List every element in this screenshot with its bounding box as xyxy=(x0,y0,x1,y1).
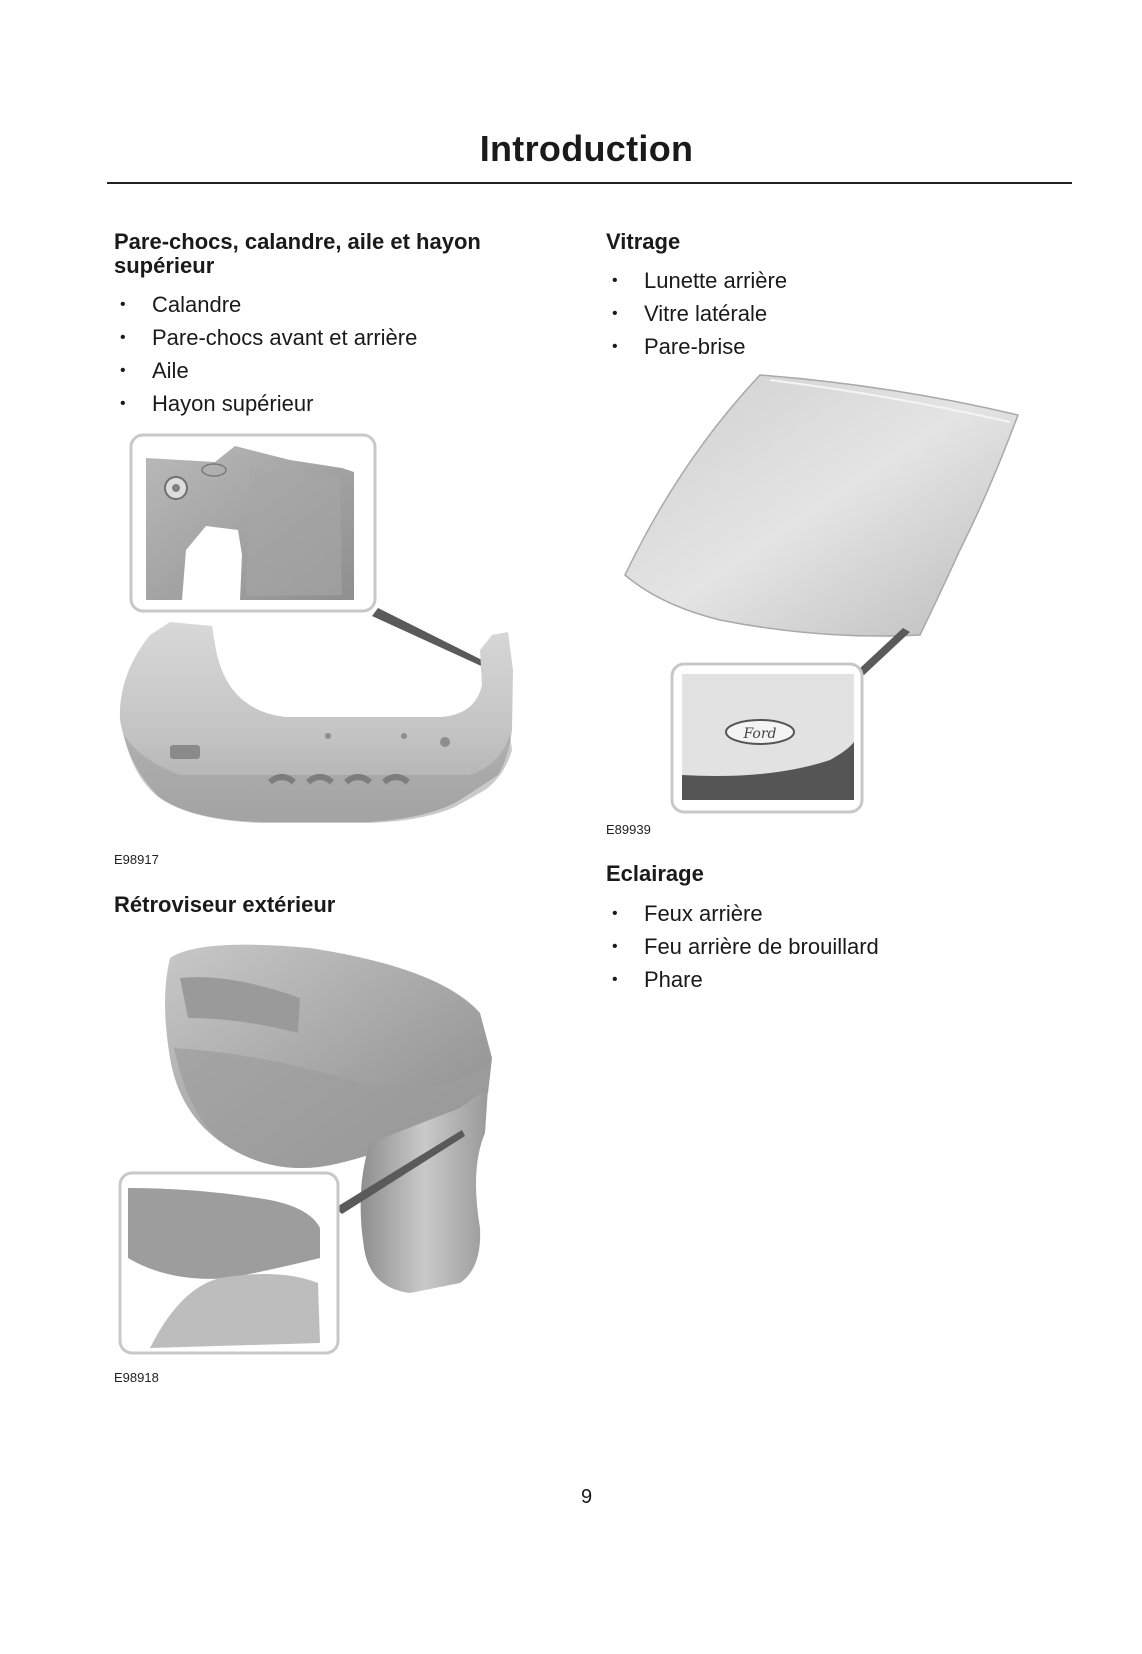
list-item: • Feux arrière xyxy=(606,897,879,930)
bullet-icon: • xyxy=(120,296,126,313)
bullet-icon: • xyxy=(612,272,618,289)
section-heading-bumper xyxy=(114,230,574,278)
glazing-list xyxy=(606,264,787,363)
windshield-illustration xyxy=(620,370,1030,820)
lighting-list xyxy=(606,897,879,996)
list-item: • Pare-brise xyxy=(606,330,787,363)
page-title: Introduction xyxy=(479,128,694,169)
bullet-icon: • xyxy=(120,329,126,346)
bullet-icon: • xyxy=(120,362,126,379)
list-item: • Feu arrière de brouillard xyxy=(606,930,879,963)
figure-code-glazing: E89939 xyxy=(606,822,651,837)
list-item: • Aile xyxy=(114,354,417,387)
section-heading-mirror: Rétroviseur extérieur xyxy=(114,892,336,917)
bullet-icon: • xyxy=(612,905,618,922)
list-item: • Pare-chocs avant et arrière xyxy=(114,321,417,354)
bullet-icon: • xyxy=(612,938,618,955)
ford-logo-text: Ford xyxy=(743,726,777,742)
list-item: • Hayon supérieur xyxy=(114,387,417,420)
list-item: • Vitre latérale xyxy=(606,297,787,330)
list-item: • Phare xyxy=(606,963,879,996)
list-item: • Calandre xyxy=(114,288,417,321)
heading-line-1: Pare-chocs, calandre, aile et hayon xyxy=(114,229,481,254)
figure-code-mirror: E98918 xyxy=(114,1370,159,1385)
figure-code-bumper: E98917 xyxy=(114,852,159,867)
list-item: • Lunette arrière xyxy=(606,264,787,297)
title-rule xyxy=(107,182,1072,184)
bullet-icon: • xyxy=(120,395,126,412)
heading-line-2: supérieur xyxy=(114,253,215,278)
bumper-illustration xyxy=(110,430,550,850)
section-heading-lighting: Eclairage xyxy=(606,861,704,886)
mirror-illustration xyxy=(110,938,510,1368)
bumper-list xyxy=(114,288,417,420)
bullet-icon: • xyxy=(612,305,618,322)
page-number: 9 xyxy=(580,1486,593,1508)
bullet-icon: • xyxy=(612,971,618,988)
section-heading-glazing: Vitrage xyxy=(606,229,681,254)
bullet-icon: • xyxy=(612,338,618,355)
